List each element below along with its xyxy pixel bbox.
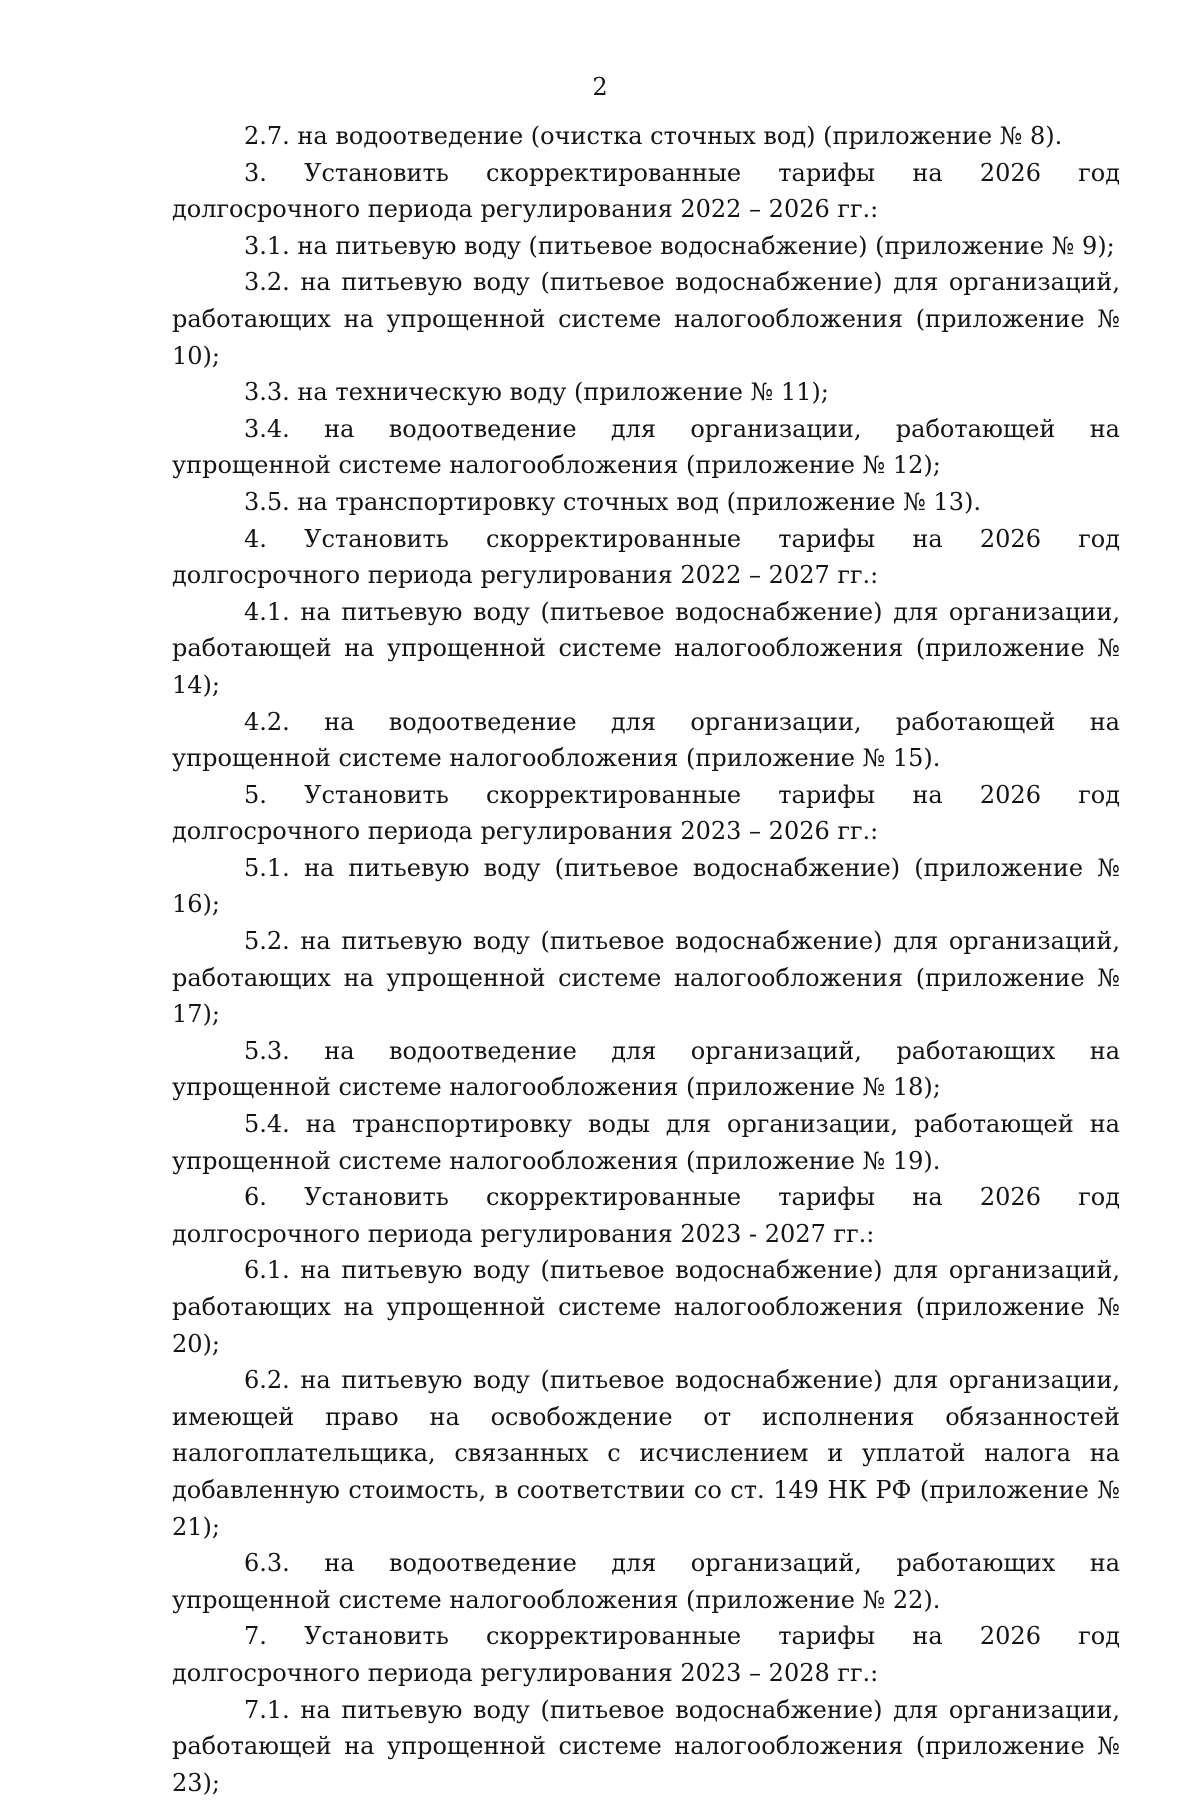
paragraph-4-2: 4.2. на водоотведение для организации, работающей на упрощенной системе налогообложения (приложение № 15). <box>172 707 1120 773</box>
paragraph-3-4: 3.4. на водоотведение для организации, работающей на упрощенной системе налогообложения (приложение № 12); <box>172 414 1120 480</box>
paragraph-5-2: 5.2. на питьевую воду (питьевое водоснабжение) для организаций, работающих на упрощенной системе налогообложения (приложение № 17); <box>172 927 1120 1029</box>
paragraph-6-3: 6.3. на водоотведение для организаций, работающих на упрощенной системе налогообложения (приложение № 22). <box>172 1549 1120 1614</box>
paragraph-3-5: 3.5. на транспортировку сточных вод (приложение № 13). <box>244 487 981 516</box>
paragraph-4-1: 4.1. на питьевую воду (питьевое водоснабжение) для организации, работающей на упрощенной системе налогообложения (приложение № 14); <box>172 597 1120 699</box>
paragraph-7: 7. Установить скорректированные тарифы на 2026 год долгосрочного периода регулирования 2023 – 2028 гг.: <box>172 1622 1120 1687</box>
paragraph-3: 3. Установить скорректированные тарифы на 2026 год долгосрочного периода регулирования 2022 – 2026 гг.: <box>172 158 1120 224</box>
paragraph-3-2: 3.2. на питьевую воду (питьевое водоснабжение) для организаций, работающих на упрощенной системе налогообложения (приложение № 10); <box>172 268 1120 370</box>
paragraph-6: 6. Установить скорректированные тарифы на 2026 год долгосрочного периода регулирования 2023 - 2027 гг.: <box>172 1183 1120 1248</box>
paragraph-5: 5. Установить скорректированные тарифы на 2026 год долгосрочного периода регулирования 2023 – 2026 гг.: <box>172 780 1120 846</box>
paragraph-3-1: 3.1. на питьевую воду (питьевое водоснабжение) (приложение № 9); <box>244 231 1115 260</box>
page-number: 2 <box>592 73 608 101</box>
paragraph-7-1: 7.1. на питьевую воду (питьевое водоснабжение) для организации, работающей на упрощенной системе налогообложения (приложение № 23); <box>172 1695 1120 1797</box>
document-body <box>172 118 1120 1801</box>
paragraph-2-7: 2.7. на водоотведение (очистка сточных вод) (приложение № 8). <box>244 122 1063 150</box>
paragraph-5-1: 5.1. на питьевую воду (питьевое водоснабжение) (приложение № 16); <box>172 853 1120 919</box>
paragraph-4: 4. Установить скорректированные тарифы на 2026 год долгосрочного периода регулирования 2022 – 2027 гг.: <box>172 524 1120 590</box>
paragraph-5-3: 5.3. на водоотведение для организаций, работающих на упрощенной системе налогообложения (приложение № 18); <box>172 1036 1120 1102</box>
paragraph-6-1: 6.1. на питьевую воду (питьевое водоснабжение) для организаций, работающих на упрощенной системе налогообложения (приложение № 20); <box>172 1256 1120 1358</box>
paragraph-3-3: 3.3. на техническую воду (приложение № 11); <box>244 378 829 407</box>
paragraph-5-4: 5.4. на транспортировку воды для организации, работающей на упрощенной системе налогообложения (приложение № 19). <box>172 1110 1120 1175</box>
paragraph-6-2: 6.2. на питьевую воду (питьевое водоснабжение) для организации, имеющей право на освобождение от исполнения обязанностей налогоплательщика, связанных с исчислением и уплатой налога на добавленную стоимость, в соответствии со ст. 149 НК РФ (приложение № 21); <box>172 1366 1120 1541</box>
